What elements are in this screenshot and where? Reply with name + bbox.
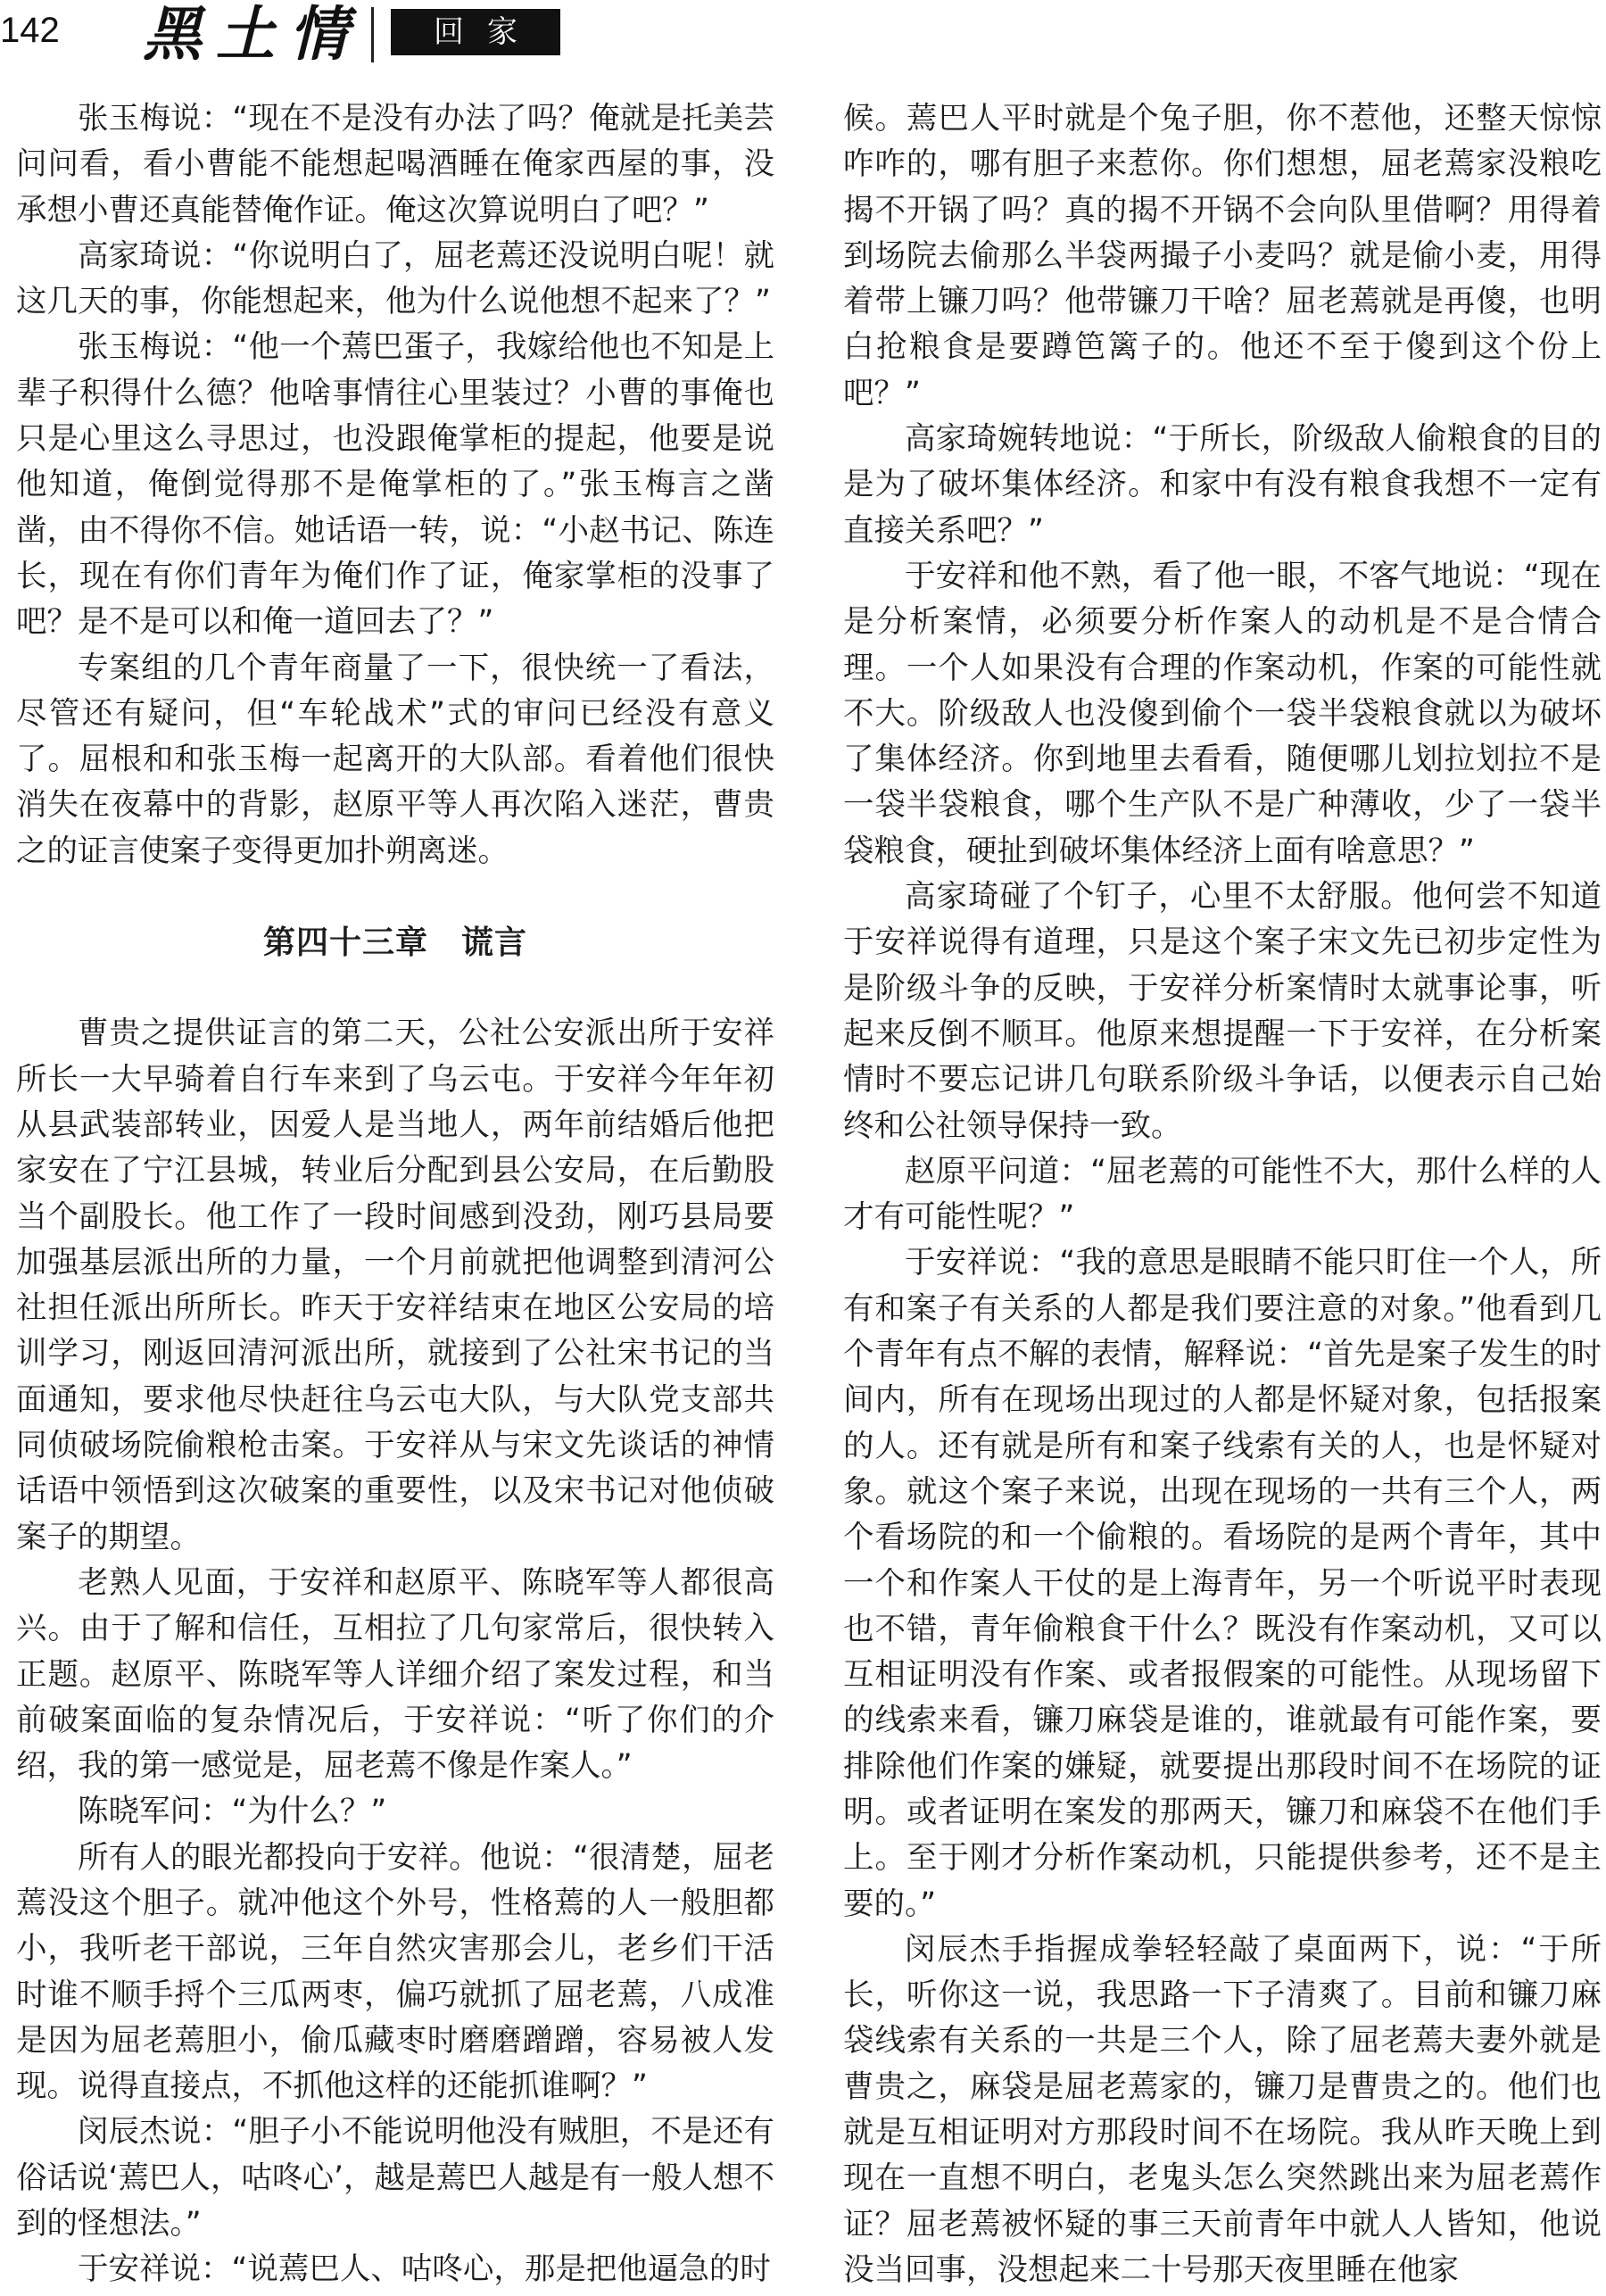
paragraph: 闵辰杰手指握成拳轻轻敲了桌面两下，说：“于所长，听你这一说，我思路一下子清爽了。目前和镰刀麻袋线索有关系的一共是三个人，除了屈老蔫夫妻外就是曹贵之，麻袋是屈老蔫家的，镰刀是曹贵之的。他们也就是互相证明对方那段时间不在场院。我从昨天晚上到现在一直想不明白，老鬼头怎么突然跳出来为屈老蔫作证？屈老蔫被怀疑的事三天前青年中就人人皆知，他说没当回事，没想起来二十号那天夜里睡在他家 <box>843 1931 1602 2288</box>
paragraph: 于安祥和他不熟，看了他一眼，不客气地说：“现在是分析案情，必须要分析作案人的动机是不是合情合理。一个人如果没有合理的作案动机，作案的可能性就不大。阶级敌人也没傻到偷个一袋半袋粮食就以为破坏了集体经济。你到地里去看看，随便哪儿划拉划拉不是一袋半袋粮食，哪个生产队不是广种薄收，少了一袋半袋粮食，硬扯到破坏集体经济上面有啥意思？” <box>843 558 1602 869</box>
header-divider <box>371 7 374 62</box>
paragraph: 高家琦婉转地说：“于所长，阶级敌人偷粮食的目的是为了破坏集体经济。和家中有没有粮食我想不一定有直接关系吧？” <box>843 421 1602 549</box>
paragraph: 专案组的几个青年商量了一下，很快统一了看法，尽管还有疑问，但“车轮战术”式的审问已经没有意义了。屈根和和张玉梅一起离开的大队部。看着他们很快消失在夜幕中的背影，赵原平等人再次陷入迷茫，曹贵之的证言使案子变得更加扑朔离迷。 <box>16 650 774 869</box>
paragraph: 闵辰杰说：“胆子小不能说明他没有贼胆，不是还有俗话说‘蔫巴人，咕咚心’，越是蔫巴人越是有一般人想不到的怪想法。” <box>16 2114 774 2242</box>
page-number: 142 <box>0 11 60 50</box>
paragraph: 高家琦碰了个钉子，心里不太舒服。他何尝不知道于安祥说得有道理，只是这个案子宋文先已初步定性为是阶级斗争的反映，于安祥分析案情时太就事论事，听起来反倒不顺耳。他原来想提醒一下于安祥，在分析案情时不要忘记讲几句联系阶级斗争话，以便表示自己始终和公社领导保持一致。 <box>843 879 1602 1144</box>
paragraph: 曹贵之提供证言的第二天，公社公安派出所于安祥所长一大早骑着自行车来到了乌云屯。于安祥今年年初从县武装部转业，因爱人是当地人，两年前结婚后他把家安在了宁江县城，转业后分配到县公安局，在后勤股当个副股长。他工作了一段时间感到没劲，刚巧县局要加强基层派出所的力量，一个月前就把他调整到清河公社担任派出所所长。昨天于安祥结束在地区公安局的培训学习，刚返回清河派出所，就接到了公社宋书记的当面通知，要求他尽快赶往乌云屯大队，与大队党支部共同侦破场院偷粮枪击案。于安祥从与宋文先谈话的神情话语中领悟到这次破案的重要性，以及宋书记对他侦破案子的期望。 <box>16 1015 774 1555</box>
paragraph: 张玉梅说：“现在不是没有办法了吗？俺就是托美芸问问看，看小曹能不能想起喝酒睡在俺家西屋的事，没承想小曹还真能替俺作证。俺这次算说明白了吧？” <box>16 101 774 228</box>
paragraph: 于安祥说：“说蔫巴人、咕咚心，那是把他逼急的时 <box>78 2251 771 2288</box>
paragraph: 高家琦说：“你说明白了，屈老蔫还没说明白呢！就这几天的事，你能想起来，他为什么说他想不起来了？” <box>16 237 774 320</box>
magazine-title: 黑土情 <box>143 0 362 69</box>
paragraph: 于安祥说：“我的意思是眼睛不能只盯住一个人，所有和案子有关系的人都是我们要注意的对象。”他看到几个青年有点不解的表情，解释说：“首先是案子发生的时间内，所有在现场出现过的人都是怀疑对象，包括报案的人。还有就是所有和案子线索有关的人，也是怀疑对象。就这个案子来说，出现在现场的一共有三个人，两个看场院的和一个偷粮的。看场院的是两个青年，其中一个和作案人干仗的是上海青年，另一个听说平时表现也不错，青年偷粮食干什么？既没有作案动机，又可以互相证明没有作案、或者报假案的可能性。从现场留下的线索来看，镰刀麻袋是谁的，谁就最有可能作案，要排除他们作案的嫌疑，就要提出那段时间不在场院的证明。或者证明在案发的那两天，镰刀和麻袋不在他们手上。至于刚才分析作案动机，只能提供参考，还不是主要的。” <box>843 1245 1602 1922</box>
right-column <box>843 96 1602 2293</box>
section-label: 回家 <box>391 9 560 55</box>
paragraph: 所有人的眼光都投向于安祥。他说：“很清楚，屈老蔫没这个胆子。就冲他这个外号，性格蔫的人一般胆都小，我听老干部说，三年自然灾害那会儿，老乡们干活时谁不顺手捋个三瓜两枣，偏巧就抓了屈老蔫，八成准是因为屈老蔫胆小，偷瓜藏枣时磨磨蹭蹭，容易被人发现。说得直接点，不抓他这样的还能抓谁啊？” <box>16 1839 774 2105</box>
left-column <box>16 96 774 2293</box>
paragraph-continuation: 候。蔫巴人平时就是个兔子胆，你不惹他，还整天惊惊咋咋的，哪有胆子来惹你。你们想想，屈老蔫家没粮吃揭不开锅了吗？真的揭不开锅不会向队里借啊？用得着到场院去偷那么半袋两撮子小麦吗？就是偷小麦，用得着带上镰刀吗？他带镰刀干啥？屈老蔫就是再傻，也明白抢粮食是要蹲笆篱子的。他还不至于傻到这个份上吧？” <box>843 101 1602 411</box>
page-header <box>0 0 1606 80</box>
paragraph: 张玉梅说：“他一个蔫巴蛋子，我嫁给他也不知是上辈子积得什么德？他啥事情往心里装过？小曹的事俺也只是心里这么寻思过，也没跟俺掌柜的提起，他要是说他知道，俺倒觉得那不是俺掌柜的了。”张玉梅言之凿凿，由不得你不信。她话语一转，说：“小赵书记、陈连长，现在有你们青年为俺们作了证，俺家掌柜的没事了吧？是不是可以和俺一道回去了？” <box>16 329 774 641</box>
paragraph: 陈晓军问：“为什么？” <box>78 1794 387 1830</box>
paragraph: 老熟人见面，于安祥和赵原平、陈晓军等人都很高兴。由于了解和信任，互相拉了几句家常后，很快转入正题。赵原平、陈晓军等人详细介绍了案发过程，和当前破案面临的复杂情况后，于安祥说：“听了你们的介绍，我的第一感觉是，屈老蔫不像是作案人。” <box>16 1564 774 1785</box>
paragraph: 赵原平问道：“屈老蔫的可能性不大，那什么样的人才有可能性呢？” <box>843 1153 1602 1236</box>
chapter-heading: 第四十三章 谎言 <box>262 924 527 962</box>
